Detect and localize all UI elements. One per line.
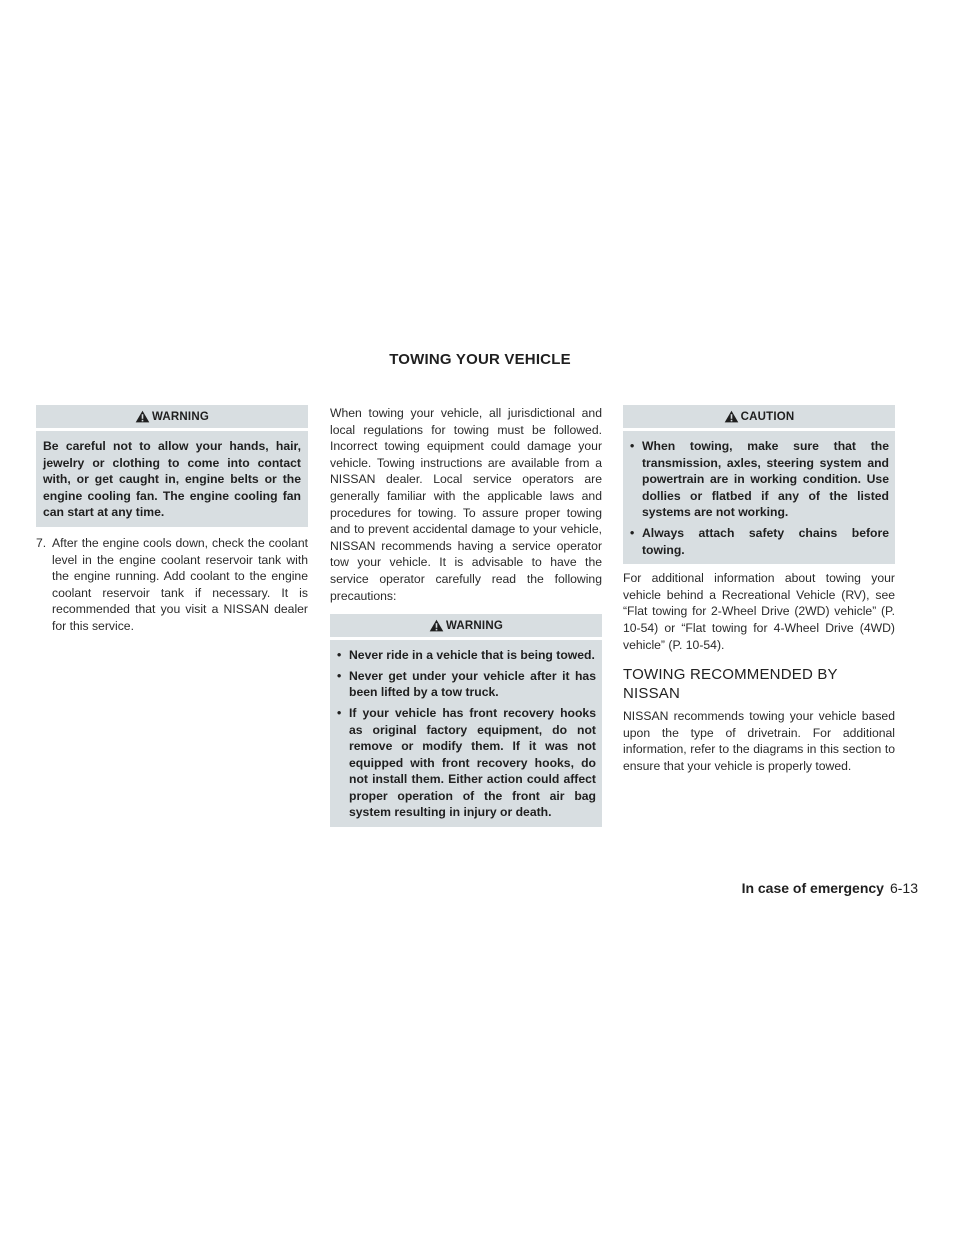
list-item	[630, 438, 889, 521]
list-item-text: If your vehicle has front recovery hooks as original factory equipment, do not remove or modify them. If it was not equipped with front recovery hooks, do not install them. Either action could affect proper operation of the front air bag system resulting in injury or death.	[349, 705, 596, 820]
chapter-title: In case of emergency	[741, 880, 884, 896]
column-right	[623, 405, 895, 775]
step-text: After the engine cools down, check the coolant level in the engine coolant reservoir tank with the engine running. Add coolant to the engine coolant reservoir tank if necessary. It is recommended that you visit a NISSAN dealer for this service.	[52, 535, 308, 633]
warning-header	[36, 405, 308, 428]
warning-header	[330, 614, 602, 637]
list-item-text: When towing, make sure that the transmission, axles, steering system and powertrain are in working condition. Use dollies or flatbed if any of the listed systems are not working.	[642, 439, 889, 520]
recommend-paragraph: NISSAN recommends towing your vehicle based upon the type of drivetrain. For additional information, refer to the diagrams in this section to ensure that your vehicle is properly towed.	[623, 709, 895, 773]
caution-box	[623, 405, 895, 564]
warning-label: WARNING	[446, 619, 503, 632]
warning-list	[330, 640, 602, 827]
list-item-text: Always attach safety chains before towing.	[642, 525, 889, 557]
bullet-icon: •	[337, 705, 342, 720]
section-title: TOWING YOUR VEHICLE	[389, 351, 571, 368]
rv-towing-info-paragraph: For additional information about towing your vehicle behind a Recreational Vehicle (RV), see “Flat towing for 2-Wheel Drive (2WD) vehicle” (P. 10-54) or “Flat towing for 4-Wheel Drive (4WD) vehicle” (P. 10-54).	[623, 571, 895, 652]
bullet-icon: •	[630, 525, 635, 540]
warning-box	[330, 614, 602, 827]
caution-label: CAUTION	[740, 410, 795, 423]
list-item	[337, 647, 596, 664]
page-number: 6-13	[889, 880, 918, 896]
bullet-icon: •	[337, 668, 342, 683]
list-item-text: Never get under your vehicle after it has been lifted by a tow truck.	[349, 668, 596, 700]
warning-label: WARNING	[152, 410, 209, 423]
warning-triangle-icon	[724, 410, 739, 423]
column-middle	[330, 405, 602, 827]
warning-triangle-icon	[429, 619, 444, 632]
list-item	[630, 525, 889, 558]
subheading: TOWING RECOMMENDED BY NISSAN	[623, 666, 838, 703]
step-7	[36, 535, 308, 635]
warning-box	[36, 405, 308, 527]
bullet-icon: •	[630, 439, 635, 453]
list-item	[337, 668, 596, 701]
list-item	[337, 705, 596, 821]
list-item-text: Never ride in a vehicle that is being towed.	[349, 648, 595, 663]
bullet-icon: •	[337, 648, 342, 663]
caution-list	[623, 431, 895, 564]
towing-intro-paragraph: When towing your vehicle, all jurisdictional and local regulations for towing must be followed. Incorrect towing equipment could damage your vehicle. Towing instructions are available from a NISSAN dealer. Local service operators are generally familiar with the applicable laws and procedures for towing. To assure proper towing and to prevent accidental damage to your vehicle, NISSAN recommends having a service operator tow your vehicle. It is advisable to have the service operator carefully read the following precautions:	[330, 406, 602, 603]
warning-text: Be careful not to allow your hands, hair, jewelry or clothing to come into contact with, or get caught in, engine belts or the engine cooling fan. The engine cooling fan can start at any time.	[43, 439, 301, 520]
caution-header	[623, 405, 895, 428]
page-footer	[742, 880, 918, 896]
step-number: 7.	[36, 535, 47, 550]
column-left	[36, 405, 308, 635]
warning-triangle-icon	[135, 410, 150, 423]
